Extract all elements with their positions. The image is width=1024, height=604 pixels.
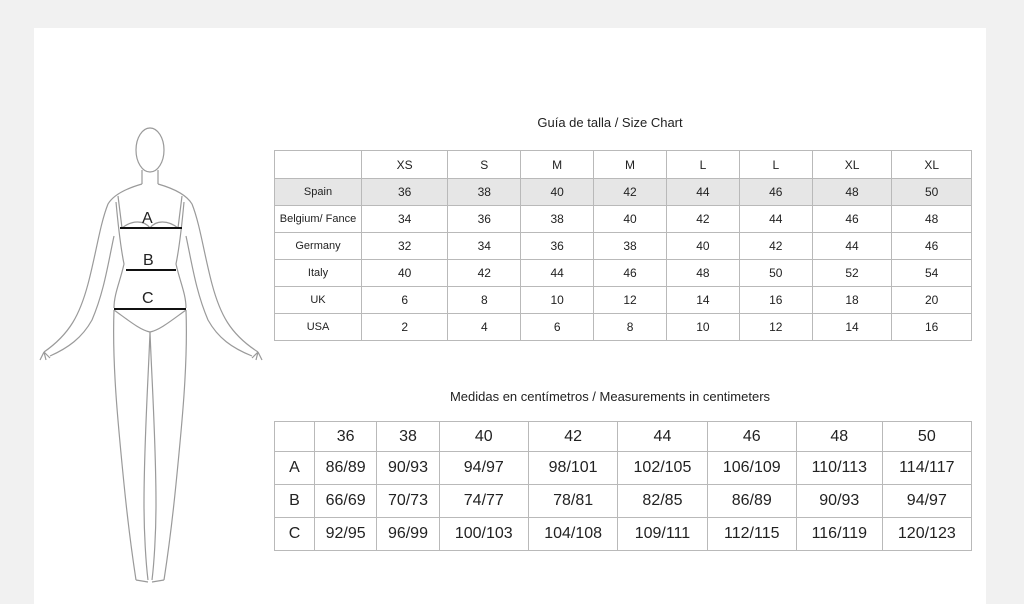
table-row: [275, 260, 972, 287]
country-label: Spain: [275, 179, 362, 206]
table-cell: 66/69: [315, 485, 377, 518]
table-cell: 50: [739, 260, 812, 287]
measurements-header-cell: 36: [315, 422, 377, 452]
size-chart-header-row: [275, 151, 972, 179]
table-cell: 54: [892, 260, 972, 287]
size-chart-header-cell: XS: [362, 151, 448, 179]
table-cell: 42: [739, 233, 812, 260]
table-cell: 40: [666, 233, 739, 260]
table-cell: 98/101: [528, 452, 617, 485]
table-cell: 109/111: [618, 518, 707, 551]
table-cell: 16: [739, 287, 812, 314]
table-cell: 70/73: [377, 485, 439, 518]
table-cell: 6: [362, 287, 448, 314]
table-cell: 104/108: [528, 518, 617, 551]
table-cell: 46: [892, 233, 972, 260]
table-cell: 14: [812, 314, 892, 341]
table-cell: 36: [521, 233, 594, 260]
measurements-header-cell: 44: [618, 422, 707, 452]
table-cell: 112/115: [707, 518, 796, 551]
table-cell: 102/105: [618, 452, 707, 485]
table-cell: 12: [739, 314, 812, 341]
table-cell: 8: [594, 314, 667, 341]
table-cell: 10: [666, 314, 739, 341]
table-cell: 86/89: [315, 452, 377, 485]
table-cell: 44: [739, 206, 812, 233]
measurement-label: C: [275, 518, 315, 551]
table-cell: 90/93: [796, 485, 882, 518]
table-cell: 114/117: [882, 452, 971, 485]
table-cell: 34: [448, 233, 521, 260]
table-cell: 110/113: [796, 452, 882, 485]
table-row: [275, 233, 972, 260]
table-cell: 16: [892, 314, 972, 341]
table-cell: 120/123: [882, 518, 971, 551]
table-cell: 18: [812, 287, 892, 314]
table-cell: 48: [812, 179, 892, 206]
table-cell: 42: [594, 179, 667, 206]
table-cell: 94/97: [439, 452, 528, 485]
table-cell: 86/89: [707, 485, 796, 518]
size-chart-title: Guía de talla / Size Chart: [537, 115, 683, 130]
table-cell: 46: [812, 206, 892, 233]
size-chart-header-cell: M: [594, 151, 667, 179]
table-cell: 90/93: [377, 452, 439, 485]
table-cell: 14: [666, 287, 739, 314]
table-cell: 52: [812, 260, 892, 287]
table-row: [275, 518, 972, 551]
size-chart-header-cell: XL: [892, 151, 972, 179]
table-cell: 40: [521, 179, 594, 206]
table-cell: 36: [362, 179, 448, 206]
country-label: UK: [275, 287, 362, 314]
table-cell: 94/97: [882, 485, 971, 518]
table-cell: 42: [448, 260, 521, 287]
table-row: [275, 179, 972, 206]
measurements-title: Medidas en centímetros / Measurements in centimeters: [449, 389, 771, 404]
table-cell: 116/119: [796, 518, 882, 551]
table-cell: 38: [594, 233, 667, 260]
table-cell: 40: [362, 260, 448, 287]
table-row: [275, 314, 972, 341]
table-cell: 32: [362, 233, 448, 260]
measurements-header-cell: 50: [882, 422, 971, 452]
table-cell: 6: [521, 314, 594, 341]
measurement-label: B: [275, 485, 315, 518]
table-cell: 82/85: [618, 485, 707, 518]
table-cell: 8: [448, 287, 521, 314]
table-cell: 2: [362, 314, 448, 341]
table-cell: 92/95: [315, 518, 377, 551]
country-label: USA: [275, 314, 362, 341]
measurements-header-cell: 42: [528, 422, 617, 452]
table-cell: 12: [594, 287, 667, 314]
table-cell: 20: [892, 287, 972, 314]
table-cell: 74/77: [439, 485, 528, 518]
table-cell: 96/99: [377, 518, 439, 551]
table-cell: 34: [362, 206, 448, 233]
table-cell: 42: [666, 206, 739, 233]
table-cell: 50: [892, 179, 972, 206]
table-cell: 10: [521, 287, 594, 314]
measurement-label: A: [275, 452, 315, 485]
table-cell: 78/81: [528, 485, 617, 518]
table-cell: 38: [448, 179, 521, 206]
table-cell: 48: [666, 260, 739, 287]
size-chart-header-cell: L: [666, 151, 739, 179]
measurements-header-row: [275, 422, 972, 452]
table-cell: 46: [594, 260, 667, 287]
table-row: [275, 452, 972, 485]
measurements-header-cell: [275, 422, 315, 452]
table-cell: 4: [448, 314, 521, 341]
size-chart-header-cell: M: [521, 151, 594, 179]
country-label: Germany: [275, 233, 362, 260]
size-chart-header-cell: [275, 151, 362, 179]
table-cell: 44: [812, 233, 892, 260]
figure-label-a: A: [142, 210, 153, 227]
table-cell: 46: [739, 179, 812, 206]
body-figure: [36, 124, 266, 588]
table-row: [275, 485, 972, 518]
table-row: [275, 206, 972, 233]
country-label: Italy: [275, 260, 362, 287]
table-cell: 48: [892, 206, 972, 233]
size-chart-header-cell: S: [448, 151, 521, 179]
measurements-header-cell: 46: [707, 422, 796, 452]
measurements-header-cell: 40: [439, 422, 528, 452]
country-label: Belgium/ Fance: [275, 206, 362, 233]
table-cell: 106/109: [707, 452, 796, 485]
table-cell: 38: [521, 206, 594, 233]
table-cell: 40: [594, 206, 667, 233]
table-cell: 36: [448, 206, 521, 233]
table-row: [275, 287, 972, 314]
size-chart-table: [274, 150, 972, 341]
size-chart-header-cell: L: [739, 151, 812, 179]
size-chart-header-cell: XL: [812, 151, 892, 179]
figure-label-c: C: [142, 290, 154, 307]
measurements-table: [274, 421, 972, 551]
measurements-header-cell: 48: [796, 422, 882, 452]
table-cell: 44: [666, 179, 739, 206]
figure-label-b: B: [143, 252, 154, 269]
table-cell: 44: [521, 260, 594, 287]
measurements-header-cell: 38: [377, 422, 439, 452]
table-cell: 100/103: [439, 518, 528, 551]
